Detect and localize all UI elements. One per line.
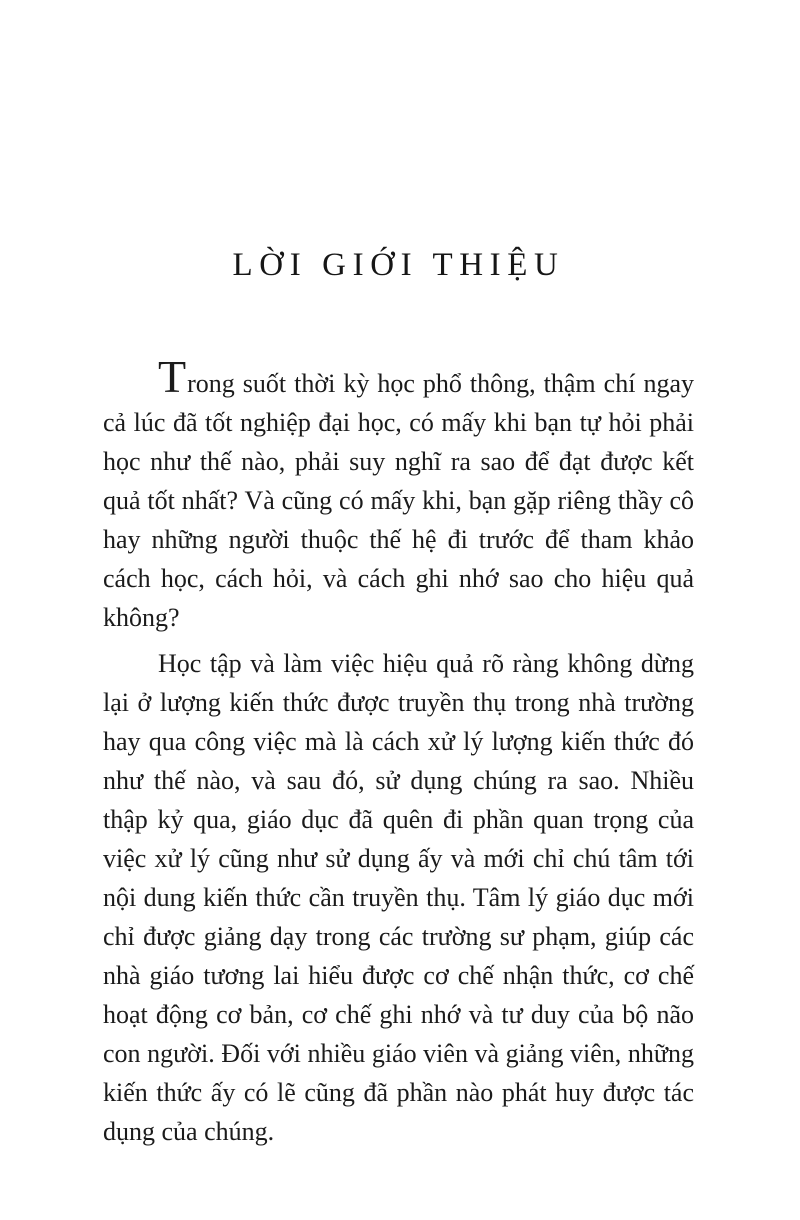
- paragraph-1: [103, 351, 694, 637]
- paragraph-2-text: Học tập và làm việc hiệu quả rõ ràng không dừng lại ở lượng kiến thức được truyền thụ trong nhà trường hay qua công việc mà là cách xử lý lượng kiến thức đó như thế nào, và sau đó, sử dụng chúng ra sao. Nhiều thập kỷ qua, giáo dục đã quên đi phần quan trọng của việc xử lý cũng như sử dụng ấy và mới chỉ chú tâm tới nội dung kiến thức cần truyền thụ. Tâm lý giáo dục mới chỉ được giảng dạy trong các trường sư phạm, giúp các nhà giáo tương lai hiểu được cơ chế nhận thức, cơ chế hoạt động cơ bản, cơ chế ghi nhớ và tư duy của bộ não con người. Đối với nhiều giáo viên và giảng viên, những kiến thức ấy có lẽ cũng đã phần nào phát huy được tác dụng của chúng.: [103, 649, 694, 1146]
- chapter-title: LỜI GIỚI THIỆU: [232, 247, 565, 283]
- initial-capital: T: [158, 351, 188, 402]
- paragraph-2: [103, 644, 694, 1151]
- body-text: [103, 351, 694, 1151]
- paragraph-1-text: rong suốt thời kỳ học phổ thông, thậm chí ngay cả lúc đã tốt nghiệp đại học, có mấy khi bạn tự hỏi phải học như thế nào, phải suy nghĩ ra sao để đạt được kết quả tốt nhất? Và cũng có mấy khi, bạn gặp riêng thầy cô hay những người thuộc thế hệ đi trước để tham khảo cách học, cách hỏi, và cách ghi nhớ sao cho hiệu quả không?: [103, 369, 694, 632]
